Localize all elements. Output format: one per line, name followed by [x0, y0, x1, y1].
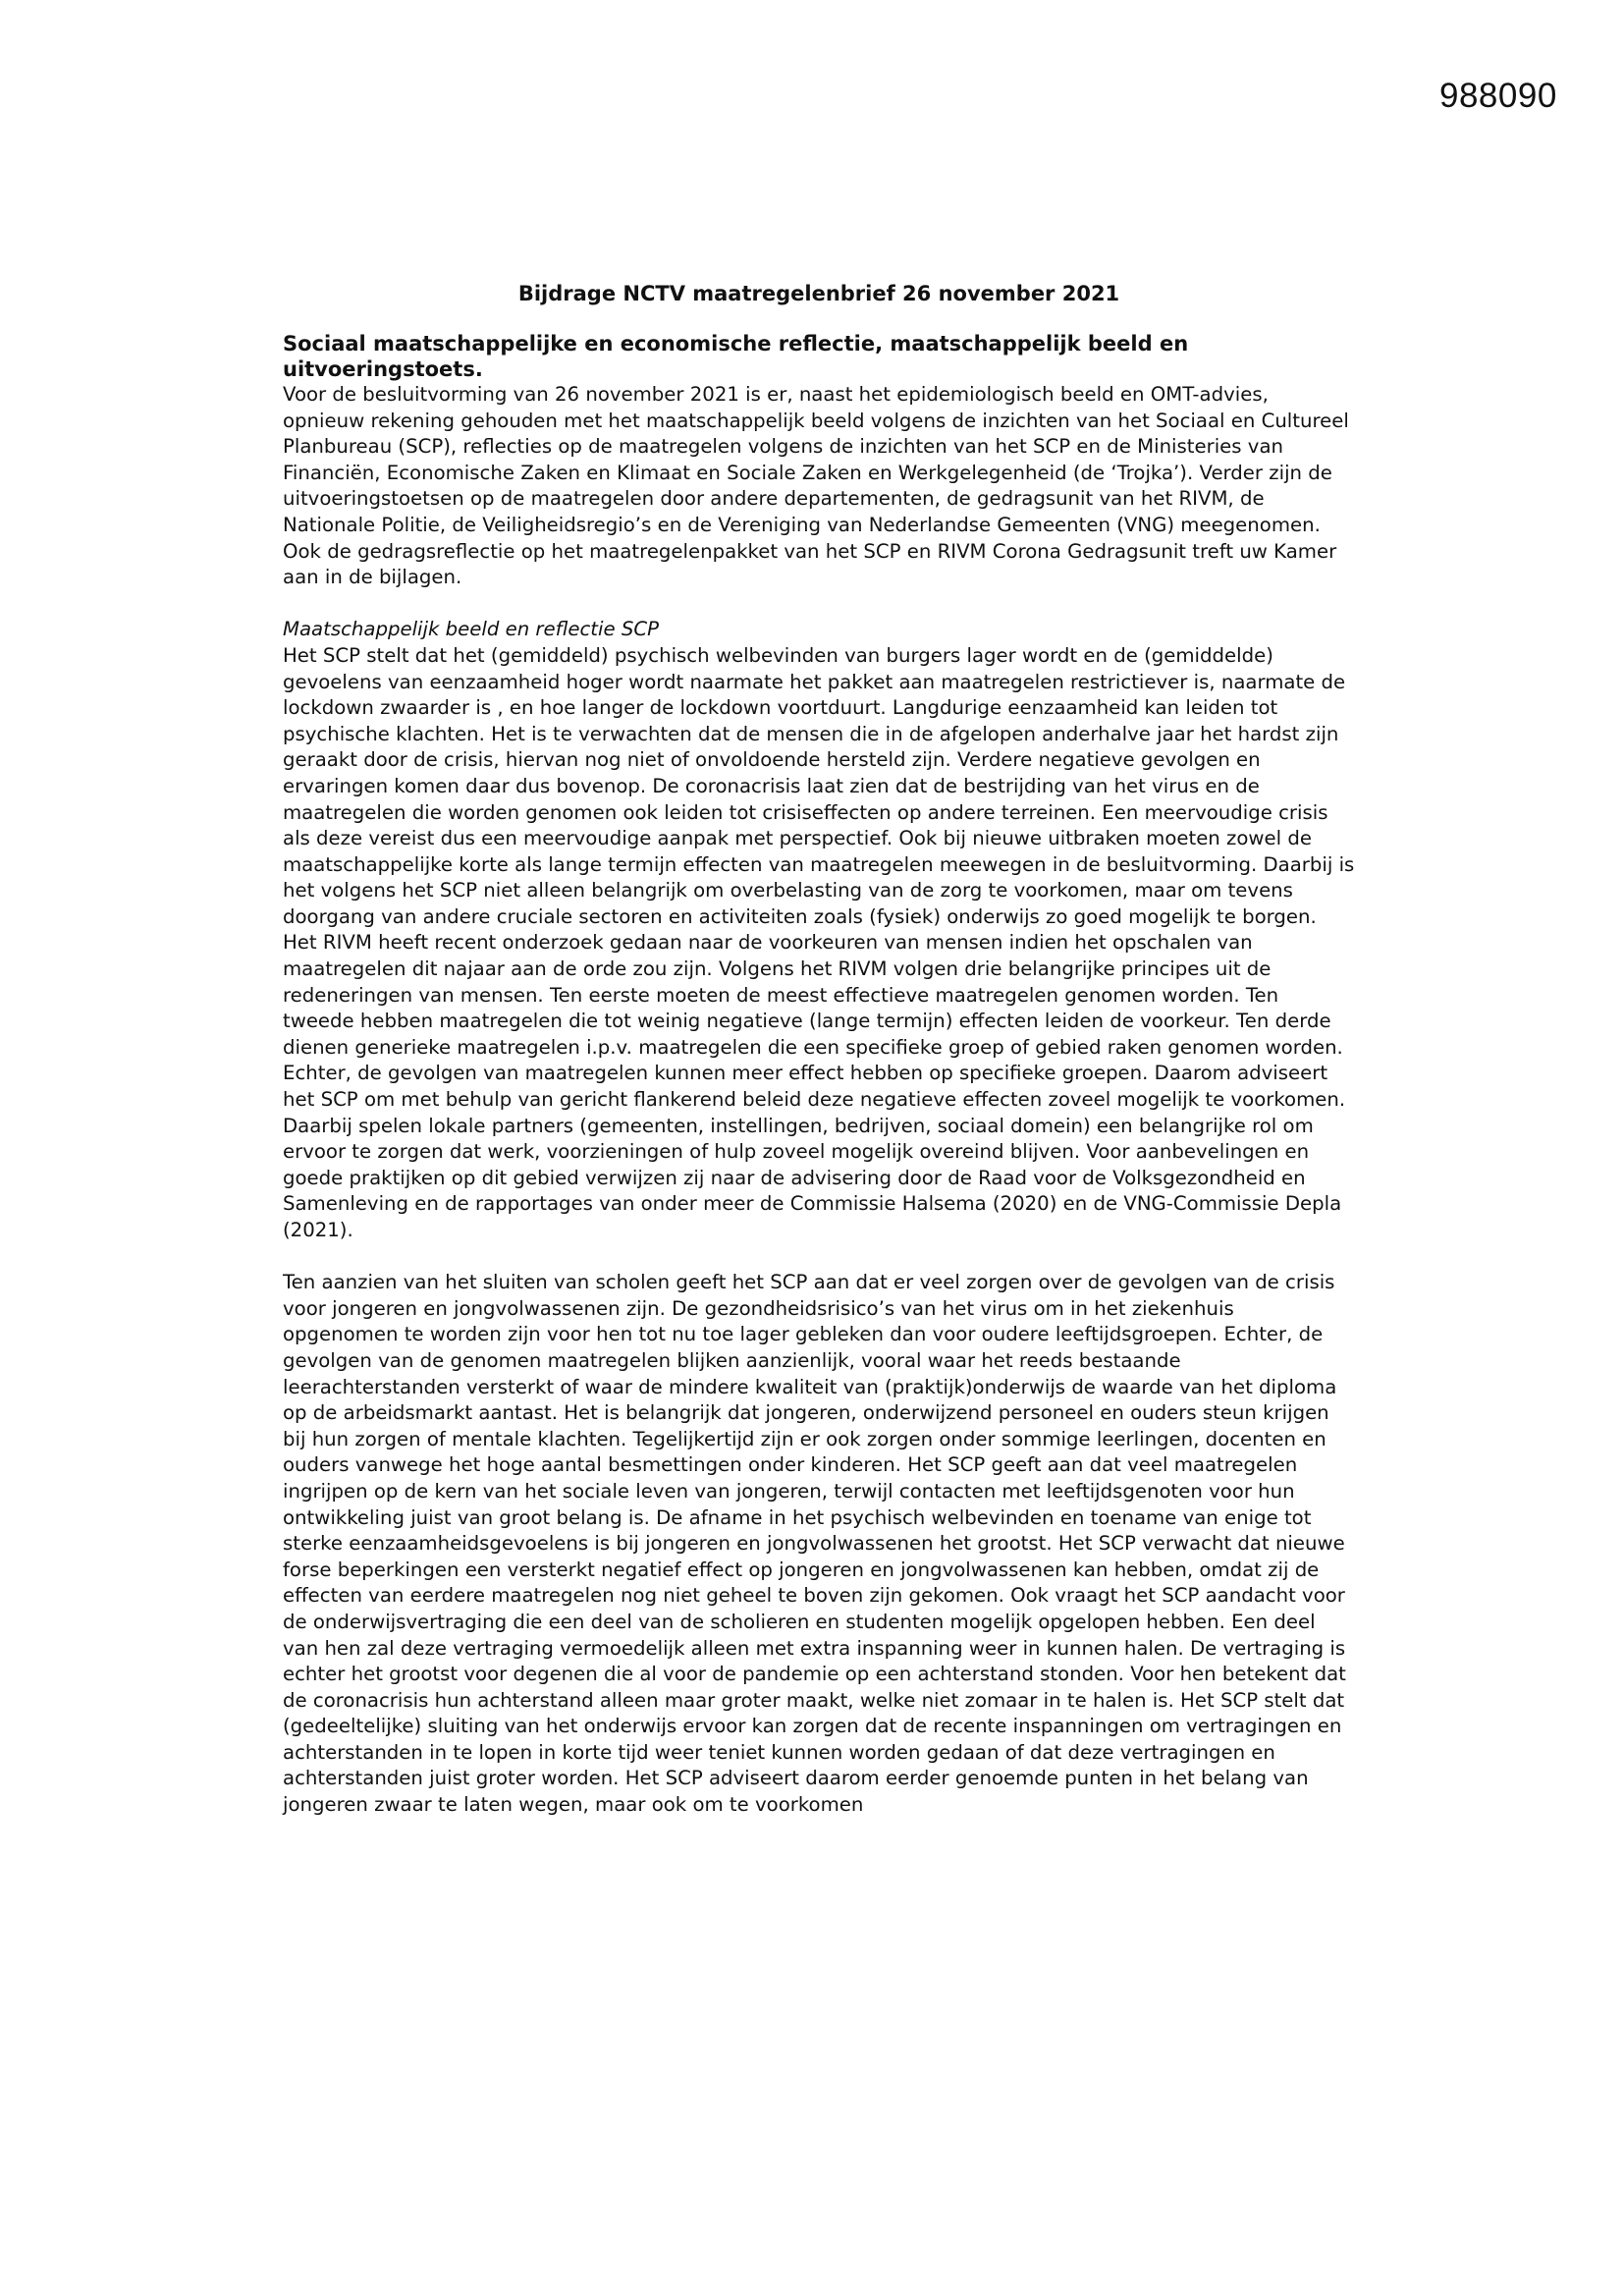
body-paragraph-2: Ten aanzien van het sluiten van scholen geeft het SCP aan dat er veel zorgen over de gevolgen van de crisis voor jongeren en jongvolwassenen zijn. De gezondheidsrisico’s van het virus om in het ziekenhuis opgenomen te worden zijn voor hen tot nu toe lager gebleken dan voor oudere leeftijdsgroepen. Echter, de gevolgen van de genomen maatregelen blijken aanzienlijk, vooral waar het reeds bestaande leerachterstanden versterkt of waar de mindere kwaliteit van (praktijk)onderwijs de waarde van het diploma op de arbeidsmarkt aantast. Het is belangrijk dat jongeren, onderwijzend personeel en ouders steun krijgen bij hun zorgen of mentale klachten. Tegelijkertijd zijn er ook zorgen onder sommige leerlingen, docenten en ouders vanwege het hoge aantal besmettingen onder kinderen. Het SCP geeft aan dat veel maatregelen ingrijpen op de kern van het sociale leven van jongeren, terwijl contacten met leeftijdsgenoten voor hun ontwikkeling juist van groot belang is. De afname in het psychisch welbevinden en toename van enige tot sterke eenzaamheidsgevoelens is bij jongeren en jongvolwassenen het grootst. Het SCP verwacht dat nieuwe forse beperkingen een versterkt negatief effect op jongeren en jongvolwassenen kan hebben, omdat zij de effecten van eerdere maatregelen nog niet geheel te boven zijn gekomen. Ook vraagt het SCP aandacht voor de onderwijsvertraging die een deel van de scholieren en studenten mogelijk opgelopen hebben. Een deel van hen zal deze vertraging vermoedelijk alleen met extra inspanning weer in kunnen halen. De vertraging is echter het grootst voor degenen die al voor de pandemie op een achterstand stonden. Voor hen betekent dat de coronacrisis hun achterstand alleen maar groter maakt, welke niet zomaar in te halen is. Het SCP stelt dat (gedeeltelijke) sluiting van het onderwijs ervoor kan zorgen dat de recente inspanningen om vertragingen en achterstanden in te lopen in korte tijd weer teniet kunnen worden gedaan of dat deze vertragingen en achterstanden juist groter worden. Het SCP adviseert daarom eerder genoemde punten in het belang van jongeren zwaar te laten wegen, maar ook om te voorkomen: [283, 1271, 1346, 1817]
document-title: Bijdrage NCTV maatregelenbrief 26 november 2021: [517, 282, 1120, 305]
section-heading: Sociaal maatschappelijke en economische reflectie, maatschappelijk beeld en uitvoeringstoets.: [283, 332, 1189, 381]
intro-paragraph: Voor de besluitvorming van 26 november 2021 is er, naast het epidemiologisch beeld en OMT-advies, opnieuw rekening gehouden met het maatschappelijk beeld volgens de inzichten van het Sociaal en Cultureel Planbureau (SCP), reflecties op de maatregelen volgens de inzichten van het SCP en de Ministeries van Financiën, Economische Zaken en Klimaat en Sociale Zaken en Werkgelegenheid (de ‘Trojka’). Verder zijn de uitvoeringstoetsen op de maatregelen door andere departementen, de gedragsunit van het RIVM, de Nationale Politie, de Veiligheidsregio’s en de Vereniging van Nederlandse Gemeenten (VNG) meegenomen. Ook de gedragsreflectie op het maatregelenpakket van het SCP en RIVM Corona Gedragsunit treft uw Kamer aan in de bijlagen.: [283, 383, 1349, 589]
page-body: [283, 280, 1355, 1819]
body-paragraph-1: Het SCP stelt dat het (gemiddeld) psychisch welbevinden van burgers lager wordt en de (gemiddelde) gevoelens van eenzaamheid hoger wordt naarmate het pakket aan maatregelen restrictiever is, naarmate de lockdown zwaarder is , en hoe langer de lockdown voortduurt. Langdurige eenzaamheid kan leiden tot psychische klachten. Het is te verwachten dat de mensen die in de afgelopen anderhalve jaar het hardst zijn geraakt door de crisis, hiervan nog niet of onvoldoende hersteld zijn. Verdere negatieve gevolgen en ervaringen komen daar dus bovenop. De coronacrisis laat zien dat de bestrijding van het virus en de maatregelen die worden genomen ook leiden tot crisiseffecten op andere terreinen. Een meervoudige crisis als deze vereist dus een meervoudige aanpak met perspectief. Ook bij nieuwe uitbraken moeten zowel de maatschappelijke korte als lange termijn effecten van maatregelen meewegen in de besluitvorming. Daarbij is het volgens het SCP niet alleen belangrijk om overbelasting van de zorg te voorkomen, maar om tevens doorgang van andere cruciale sectoren en activiteiten zoals (fysiek) onderwijs zo goed mogelijk te borgen. Het RIVM heeft recent onderzoek gedaan naar de voorkeuren van mensen indien het opschalen van maatregelen dit najaar aan de orde zou zijn. Volgens het RIVM volgen drie belangrijke principes uit de redeneringen van mensen. Ten eerste moeten de meest effectieve maatregelen genomen worden. Ten tweede hebben maatregelen die tot weinig negatieve (lange termijn) effecten leiden de voorkeur. Ten derde dienen generieke maatregelen i.p.v. maatregelen die een specifieke groep of gebied raken genomen worden. Echter, de gevolgen van maatregelen kunnen meer effect hebben op specifieke groepen. Daarom adviseert het SCP om met behulp van gericht flankerend beleid deze negatieve effecten zoveel mogelijk te voorkomen. Daarbij spelen lokale partners (gemeenten, instellingen, bedrijven, sociaal domein) een belangrijke rol om ervoor te zorgen dat werk, voorzieningen of hulp zoveel mogelijk overeind blijven. Voor aanbevelingen en goede praktijken op dit gebied verwijzen zij naar de advisering door de Raad voor de Volksgezondheid en Samenleving en de rapportages van onder meer de Commissie Halsema (2020) en de VNG-Commissie Depla (2021).: [283, 643, 1355, 1241]
subsection-heading: Maatschappelijk beeld en reflectie SCP: [283, 618, 659, 641]
document-number: 988090: [1439, 77, 1557, 115]
